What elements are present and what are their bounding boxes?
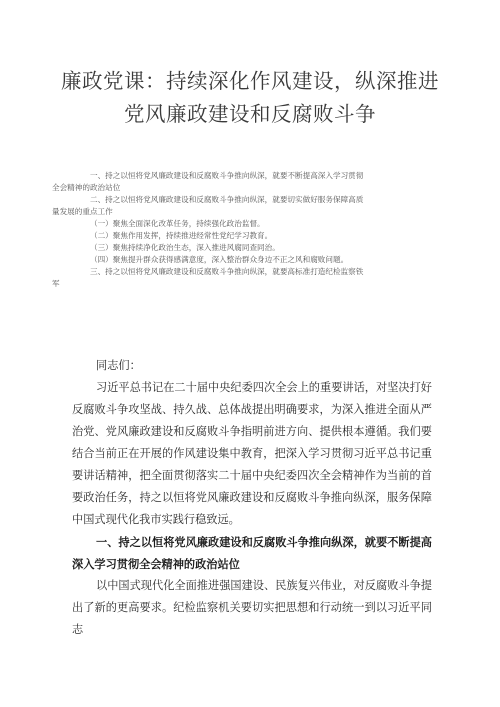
toc-item-2-1[interactable]: （一）聚焦全面深化改革任务，持续强化政治监督。 bbox=[90, 219, 265, 228]
toc-item-1-text-b: 全会精神的政治站位 bbox=[52, 183, 121, 192]
document-title-line-2: 党风廉政建设和反腐败斗争 bbox=[124, 102, 376, 126]
document-body bbox=[72, 355, 432, 641]
toc-item-2[interactable] bbox=[52, 194, 432, 218]
section-heading-1: 一、持之以恒将党风廉政建设和反腐败斗争推向纵深，就要不断提高深入学习贯彻全会精神的政治站位 bbox=[72, 535, 432, 571]
toc-item-1[interactable] bbox=[52, 170, 432, 194]
toc-item-1-text-a: 一、持之以恒将党风廉政建设和反腐败斗争推向纵深，就要不断提高深入学习贯彻 bbox=[90, 171, 364, 180]
table-of-contents bbox=[52, 170, 432, 290]
toc-item-2-text-b: 量发展的重点工作 bbox=[52, 207, 113, 216]
toc-item-3-text-b: 军 bbox=[52, 279, 60, 288]
body-paragraph-2: 以中国式现代化全面推进强国建设、民族复兴伟业，对反腐败斗争提出了新的更高要求。纪检监察机关要切实把思想和行动统一到以习近平同志 bbox=[72, 579, 432, 636]
toc-item-3[interactable] bbox=[52, 266, 432, 290]
toc-item-2-3[interactable]: （三）聚焦持续净化政治生态，深入推进风腐同查同治。 bbox=[90, 243, 280, 252]
toc-item-2-4[interactable]: （四）聚焦提升群众获得感满意度，深入整治群众身边不正之风和腐败问题。 bbox=[90, 255, 349, 264]
toc-item-2-text-a: 二、持之以恒将党风廉政建设和反腐败斗争推向纵深，就要切实做好服务保障高质 bbox=[90, 195, 364, 204]
body-paragraph-1: 习近平总书记在二十届中央纪委四次全会上的重要讲话，对坚决打好反腐败斗争攻坚战、持久战、总体战提出明确要求，为深入推进全面从严治党、党风廉政建设和反腐败斗争指明前进方向、提供根本遵循。我们要结合当前正在开展的作风建设集中教育，把深入学习贯彻习近平总书记重要讲话精神，把全面贯彻落实二十届中央纪委四次全会精神作为当前的首要政治任务，持之以恒将党风廉政建设和反腐败斗争推向纵深，服务保障中国式现代化我市实践行稳致远。 bbox=[72, 381, 432, 526]
salutation: 同志们： bbox=[96, 359, 141, 372]
toc-item-3-text-a: 三、持之以恒将党风廉政建设和反腐败斗争推向纵深，就要高标准打造纪检监察铁 bbox=[90, 267, 364, 276]
document-title-line-1: 廉政党课：持续深化作风建设，纵深推进 bbox=[61, 69, 439, 93]
toc-item-2-2[interactable]: （二）聚焦作用发挥，持续推进经常性党纪学习教育。 bbox=[90, 231, 273, 240]
